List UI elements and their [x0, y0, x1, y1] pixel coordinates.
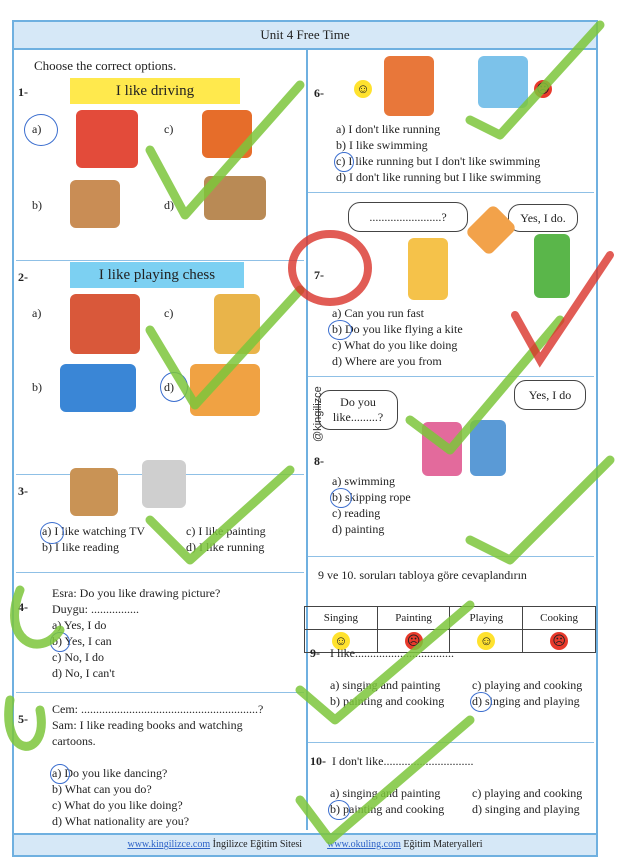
question-number: 6- — [314, 86, 324, 100]
watermark: @kingilizce — [312, 386, 324, 442]
drawing-boy-image — [70, 294, 140, 354]
option-c[interactable]: c) No, I do — [52, 650, 104, 664]
table-header-cooking: Cooking — [523, 607, 596, 630]
option-a[interactable]: a) Can you run fast — [332, 306, 424, 320]
option-d[interactable]: d) — [164, 380, 174, 394]
option-c[interactable]: c) — [164, 306, 174, 320]
happy-face-icon: ☺ — [477, 632, 495, 650]
option-a[interactable]: a) — [32, 306, 42, 320]
divider-line — [16, 572, 304, 573]
option-d[interactable]: d) Where are you from — [332, 354, 442, 368]
swimming-boy-image — [478, 56, 528, 108]
q4-line2: Duygu: ................ — [52, 602, 139, 616]
option-c[interactable]: c) reading — [332, 506, 381, 520]
answer-circle — [330, 488, 352, 508]
table-header-playing: Playing — [450, 607, 523, 630]
option-b[interactable]: b) Do you like flying a kite — [332, 322, 463, 336]
option-c[interactable]: c) playing and cooking — [472, 678, 583, 692]
running-boy-image — [70, 180, 120, 228]
option-d[interactable]: d) I don't like running but I like swimming — [336, 170, 541, 184]
table-title: 9 ve 10. soruları tabloya göre cevaplandırın — [318, 568, 527, 582]
table-header-singing: Singing — [305, 607, 378, 630]
question-number: 1- — [18, 85, 28, 99]
question-number: 10- — [310, 754, 326, 768]
question-number: 4- — [18, 600, 28, 614]
speech-bubble: Yes, I do. — [508, 204, 578, 232]
happy-face-icon: ☺ — [354, 80, 372, 98]
q5-line1: Cem: ...........................................................? — [52, 702, 264, 716]
footer-link-okuling[interactable]: www.okuling.com — [327, 839, 401, 850]
divider-line — [308, 376, 594, 377]
option-b[interactable]: b) What can you do? — [52, 782, 152, 796]
option-d[interactable]: d) I like running — [186, 540, 265, 554]
option-a[interactable]: a) Yes, I do — [52, 618, 107, 632]
footer-link-kingilizce[interactable]: www.kingilizce.com — [127, 839, 211, 850]
footer — [14, 833, 596, 855]
option-a[interactable]: a) Do you like dancing? — [52, 766, 168, 780]
option-b[interactable]: b) Yes, I can — [52, 634, 112, 648]
divider-line — [16, 692, 304, 693]
q2-banner: I like playing chess — [70, 262, 244, 288]
answer-circle — [160, 372, 188, 402]
running-boy-image — [384, 56, 434, 116]
option-a[interactable]: a) singing and painting — [330, 678, 441, 692]
table-cell — [523, 630, 596, 653]
option-a[interactable]: a) singing and painting — [330, 786, 441, 800]
answer-circle — [50, 632, 70, 652]
column-divider — [306, 50, 308, 830]
answer-circle — [334, 152, 354, 172]
answer-circle — [50, 764, 70, 784]
divider-line — [308, 742, 594, 743]
boy-on-sofa-image — [70, 468, 118, 516]
option-b[interactable]: b) — [32, 380, 42, 394]
tv-image — [142, 460, 186, 508]
footer-text: İngilizce Eğitim Sitesi — [212, 839, 303, 850]
answer-circle — [470, 692, 492, 712]
speech-bubble: ........................? — [348, 202, 468, 232]
kite-boy-image — [534, 234, 570, 298]
answer-circle — [328, 800, 350, 820]
option-b[interactable]: b) painting and cooking — [330, 694, 445, 708]
option-b[interactable]: b) I like swimming — [336, 138, 428, 152]
car-driving-image — [76, 110, 138, 168]
q5-line3: cartoons. — [52, 734, 96, 748]
option-b[interactable]: b) skipping rope — [332, 490, 411, 504]
reading-boy-image — [202, 110, 252, 158]
question-number: 5- — [18, 712, 28, 726]
worksheet — [12, 20, 598, 857]
skipping-girl-image — [214, 294, 260, 354]
option-a[interactable]: a) I like watching TV — [42, 524, 146, 538]
question-number: 9- — [310, 646, 320, 660]
option-c[interactable]: c) I like running but I don't like swimming — [336, 154, 541, 168]
q9-stem: I like................................. — [330, 646, 454, 660]
answer-circle — [328, 320, 352, 340]
option-d[interactable]: d) No, I can't — [52, 666, 115, 680]
option-c[interactable]: c) What do you like doing? — [52, 798, 183, 812]
q5-line2: Sam: I like reading books and watching — [52, 718, 243, 732]
question-number: 2- — [18, 270, 28, 284]
footer-text: Eğitim Materyalleri — [403, 839, 483, 850]
boy-image — [408, 238, 448, 300]
happy-face-icon: ☺ — [332, 632, 350, 650]
divider-line — [308, 556, 594, 557]
option-d[interactable]: d) singing and playing — [472, 802, 580, 816]
question-number: 7- — [314, 268, 324, 282]
page-title: Unit 4 Free Time — [14, 22, 596, 50]
option-c[interactable]: c) — [164, 122, 174, 136]
table-cell — [450, 630, 523, 653]
q10-stem: I don't like.............................. — [332, 754, 474, 768]
q1-banner: I like driving — [70, 78, 240, 104]
q4-line1: Esra: Do you like drawing picture? — [52, 586, 221, 600]
sad-face-icon: ☹ — [550, 632, 568, 650]
table-header-painting: Painting — [377, 607, 450, 630]
divider-line — [16, 260, 304, 261]
option-b[interactable]: b) I like reading — [42, 540, 119, 554]
option-a[interactable]: a) — [32, 122, 42, 136]
option-c[interactable]: c) What do you like doing — [332, 338, 458, 352]
instruction: Choose the correct options. — [34, 58, 177, 73]
question-number: 8- — [314, 454, 324, 468]
tv-watching-image — [204, 176, 266, 220]
boy-skipping-image — [470, 420, 506, 476]
sad-face-icon: ☹ — [405, 632, 423, 650]
option-d[interactable]: d) singing and playing — [472, 694, 580, 708]
answer-circle — [24, 114, 58, 146]
option-d[interactable]: d) What nationality are you? — [52, 814, 190, 828]
option-c[interactable]: c) I like painting — [186, 524, 266, 538]
option-a[interactable]: a) swimming — [332, 474, 395, 488]
divider-line — [308, 192, 594, 193]
option-c[interactable]: c) playing and cooking — [472, 786, 583, 800]
speech-bubble: Do you like.........? — [318, 390, 398, 430]
question-number: 3- — [18, 484, 28, 498]
option-a[interactable]: a) I don't like running — [336, 122, 441, 136]
option-d[interactable]: d) painting — [332, 522, 385, 536]
option-d[interactable]: d) — [164, 198, 174, 212]
girl-skipping-image — [422, 422, 462, 476]
option-b[interactable]: b) — [32, 198, 42, 212]
sad-face-icon: ☹ — [534, 80, 552, 98]
option-b[interactable]: b) painting and cooking — [330, 802, 445, 816]
cycling-boy-image — [60, 364, 136, 412]
chess-kids-image — [190, 364, 260, 416]
speech-bubble: Yes, I do — [514, 380, 586, 410]
